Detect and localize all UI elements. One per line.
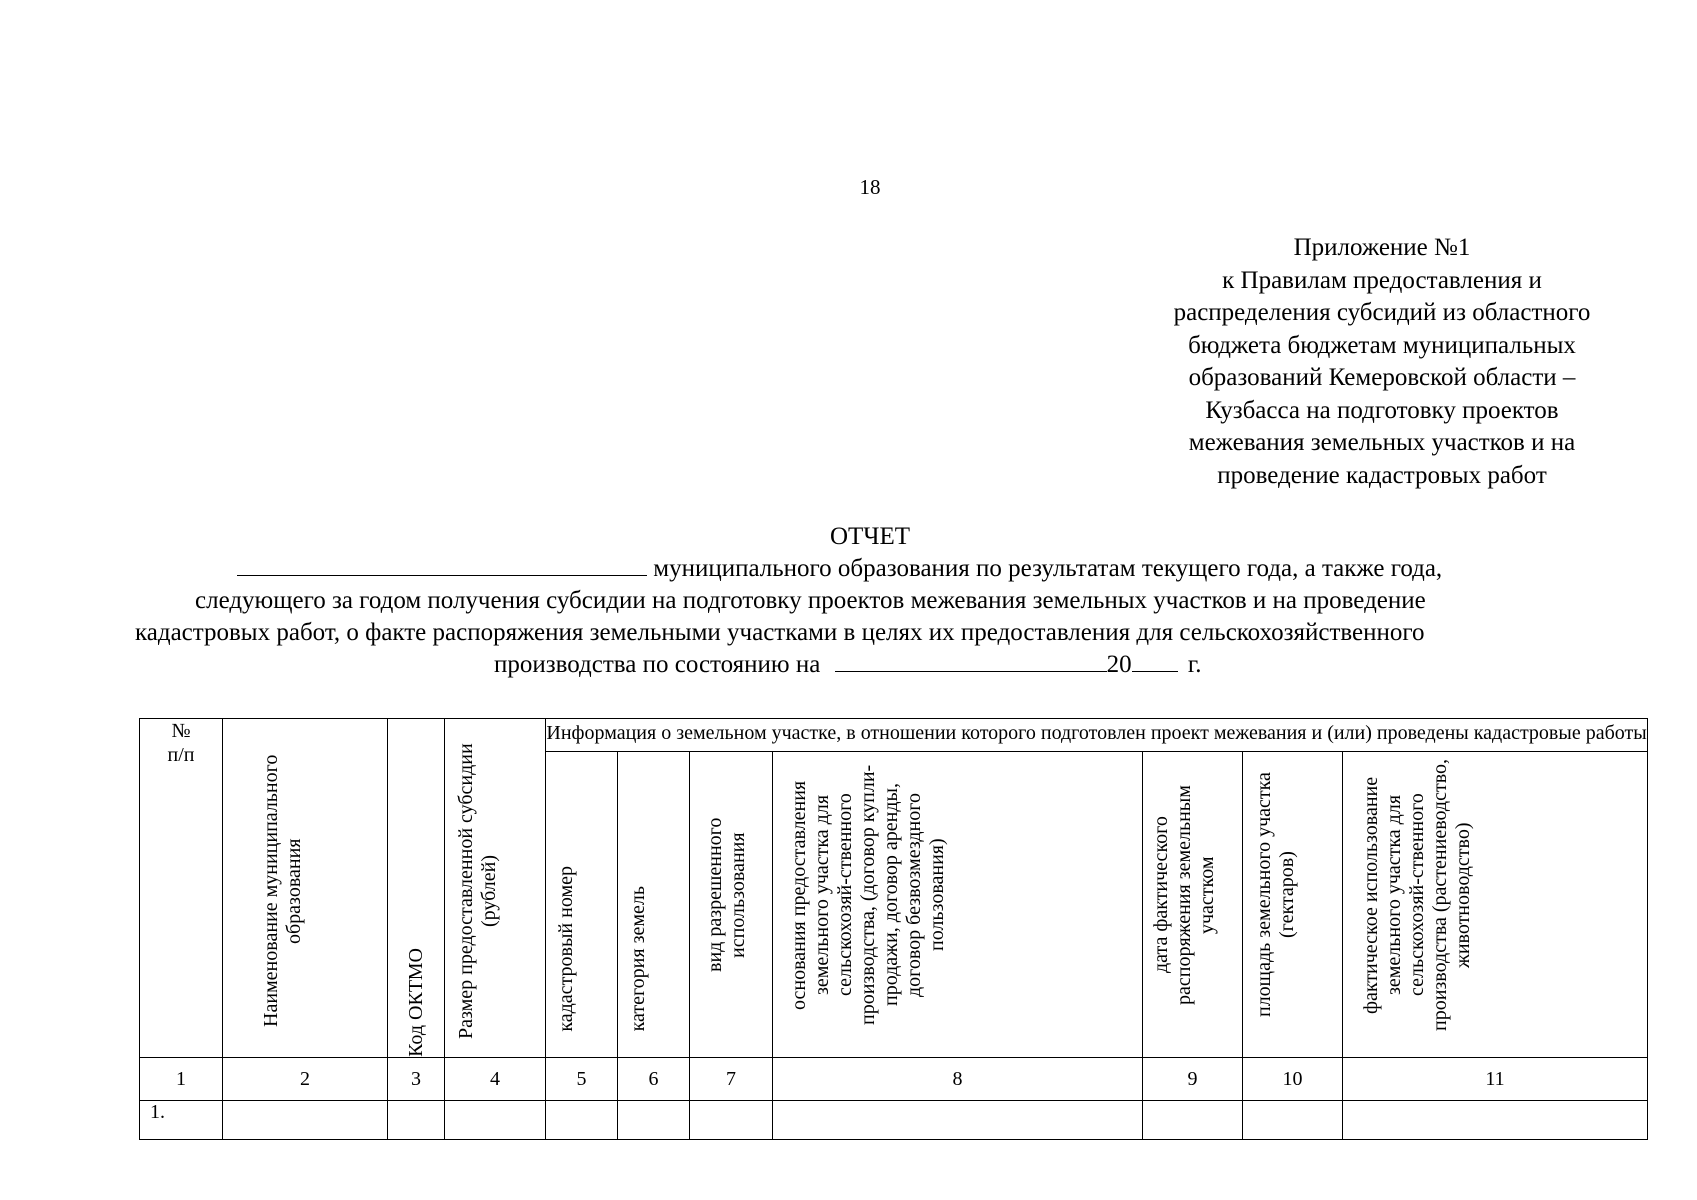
header-cell-oktmo: Код ОКТМО [388,719,445,1058]
year-blank [1132,651,1178,672]
header-row-group [140,719,1648,752]
column-number: 1 [140,1058,223,1101]
page-number: 18 [859,175,881,199]
header-cell-land-info: Информация о земельном участке, в отношении которого подготовлен проект межевания и (или) проведены кадастровые работы [546,719,1648,752]
appendix-line: межевания земельных участков и на [1188,429,1576,456]
appendix-line: распределения субсидий из областного [1173,299,1591,326]
header-cell-actual-use: фактическое использование земельного участка для сельскохозяй-ственного производства (растениеводство, животноводство) [1343,751,1648,1057]
column-number: 3 [388,1058,445,1101]
table-cell [445,1101,546,1140]
header-cell-subsidy: Размер предоставленной субсидии (рублей) [445,719,546,1058]
appendix-line: бюджета бюджетам муниципальных [1188,331,1576,359]
table-row [140,1101,1648,1140]
appendix-line: проведение кадастровых работ [1217,461,1547,489]
report-table [139,718,1648,1140]
table-cell: 1. [140,1101,223,1140]
header-cell-municipality: Наименование муниципального образования [223,719,388,1058]
column-number: 6 [618,1058,690,1101]
column-number: 11 [1343,1058,1648,1101]
table-cell [546,1101,618,1140]
appendix-line: Кузбасса на подготовку проектов [1205,396,1559,424]
report-line-2: следующего за годом получения субсидии на подготовку проектов межевания земельных участков и на проведение [195,587,1426,614]
report-line-3: кадастровых работ, о факте распоряжения земельными участками в целях их предоставления для сельскохозяйственного [135,619,1425,646]
column-number: 10 [1243,1058,1343,1101]
appendix-line: образований Кемеровской области – [1188,364,1576,391]
header-cell-use-type: вид разрешенного использования [690,751,773,1057]
header-cell-number: № п/п [140,719,223,1058]
table-cell [773,1101,1143,1140]
header-cell-cadastral: кадастровый номер [546,751,618,1057]
table-cell [690,1101,773,1140]
table-cell [1243,1101,1343,1140]
report-line-4: производства по состоянию на 20 г. [494,651,1202,678]
column-number: 5 [546,1058,618,1101]
header-cell-category: категория земель [618,751,690,1057]
table-cell [1143,1101,1243,1140]
appendix-block [1122,232,1642,492]
column-number: 4 [445,1058,546,1101]
appendix-line: Приложение №1 [1293,234,1471,261]
column-numbers-row [140,1058,1648,1101]
column-number: 2 [223,1058,388,1101]
appendix-line: к Правилам предоставления и [1222,266,1542,294]
header-cell-area: площадь земельного участка (гектаров) [1243,751,1343,1057]
table-cell [223,1101,388,1140]
table-cell [388,1101,445,1140]
report-line-1: муниципального образования по результатам текущего года, а также года, [237,555,1442,583]
table-cell [1343,1101,1648,1140]
header-cell-grounds: основания предоставления земельного участка для сельскохозяй-ственного производства, (договор купли-продажи, договор аренды, договор безвозмездного пользования) [773,751,1143,1057]
column-number: 7 [690,1058,773,1101]
header-cell-disposal-date: дата фактического распоряжения земельным участком [1143,751,1243,1057]
municipality-blank [237,555,647,576]
report-title: ОТЧЕТ [829,523,911,550]
column-number: 9 [1143,1058,1243,1101]
table-cell [618,1101,690,1140]
date-blank [835,651,1107,672]
column-number: 8 [773,1058,1143,1101]
